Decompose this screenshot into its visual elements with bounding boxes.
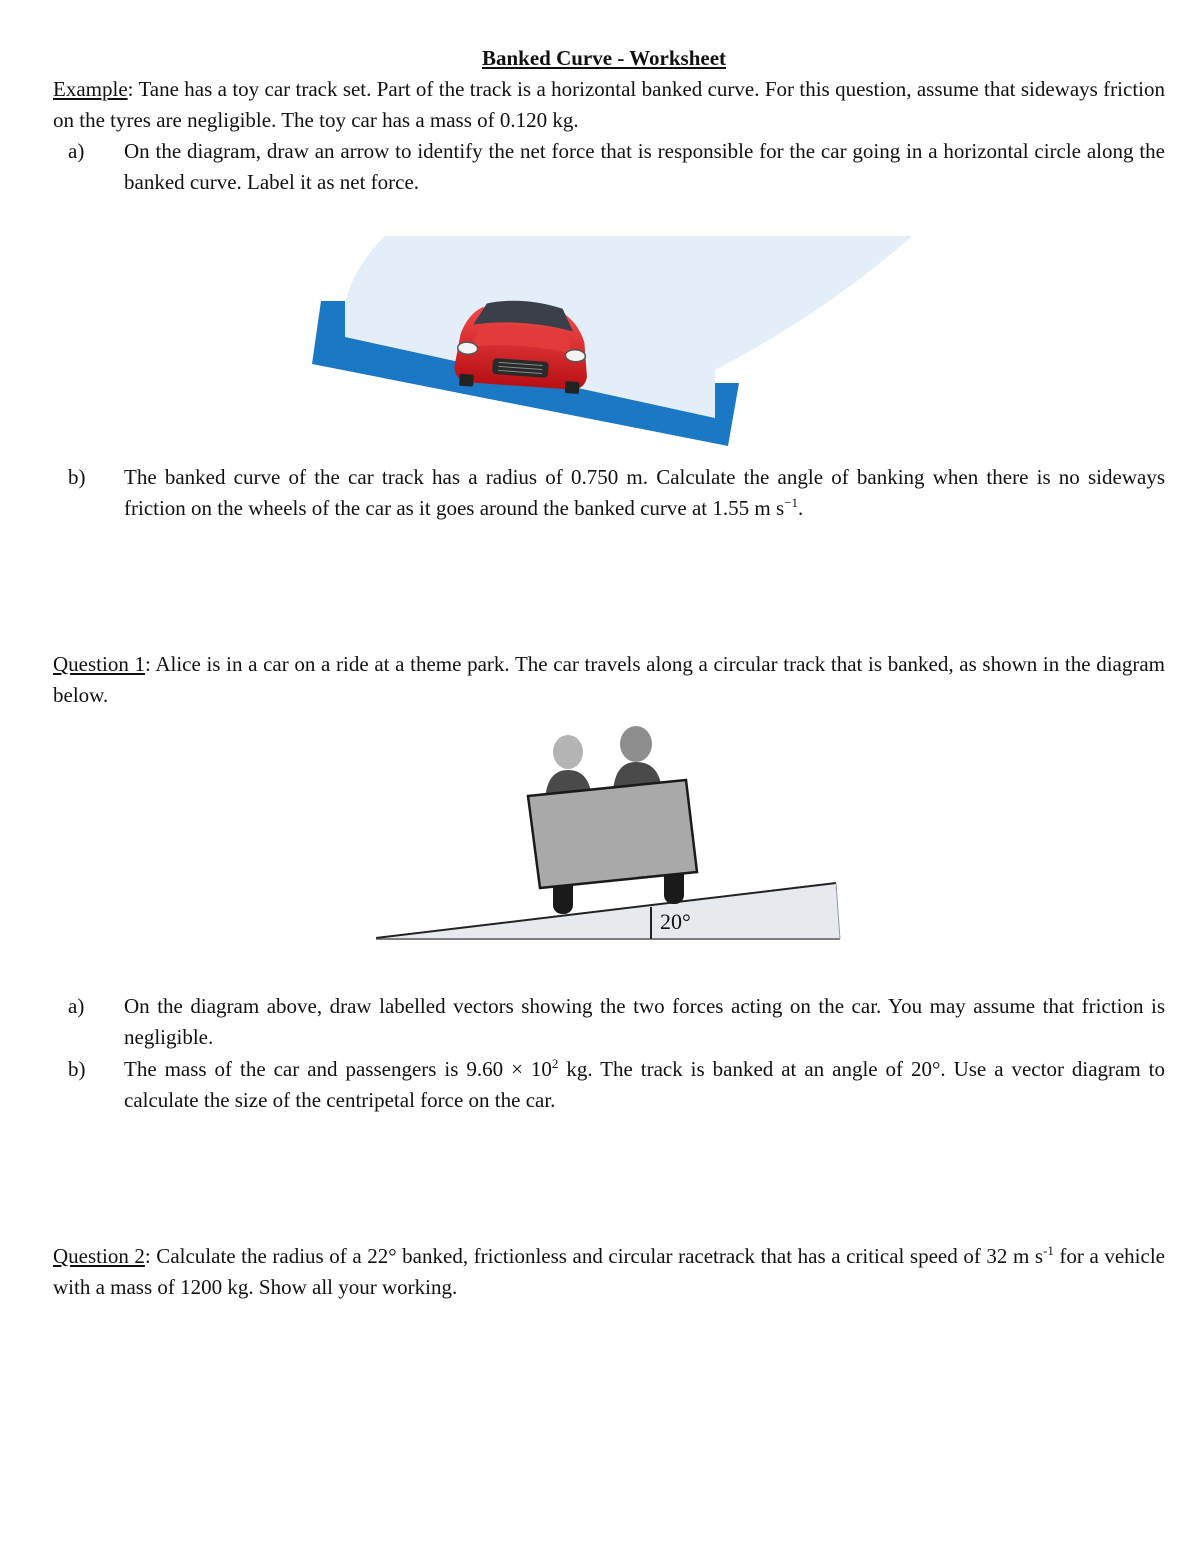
example-text: : Tane has a toy car track set. Part of the track is a horizontal banked curve. For this question, assume that sideways friction on the tyres are negligible. The toy car has a mass of 0.120 kg. bbox=[53, 77, 1165, 132]
worksheet-title: Banked Curve - Worksheet bbox=[481, 46, 727, 70]
part-text: The banked curve of the car track has a radius of 0.750 m. Calculate the angle of banking when there is no sideways friction on the wheels of the car as it goes around the banked curve at 1.55 m $s^{-1}$. bbox=[124, 465, 1165, 520]
question1-label: Question 1 bbox=[53, 652, 145, 676]
question2-intro: Question 2: Calculate the radius of a 22° banked, frictionless and circular racetrack that has a critical speed of 32 m $s^{-1}$ for a vehicle with a mass of 1200 kg. Show all your working. bbox=[53, 1243, 1165, 1299]
part-marker: a) bbox=[68, 994, 85, 1018]
part-text: On the diagram, draw an arrow to identify the net force that is responsible for the car going in a horizontal circle along the banked curve. Label it as net force. bbox=[124, 139, 1165, 194]
part-marker: b) bbox=[68, 465, 86, 489]
part-marker: a) bbox=[68, 139, 85, 163]
part-text: On the diagram above, draw labelled vectors showing the two forces acting on the car. You may assume that friction is negligible. bbox=[124, 994, 1165, 1049]
part-text: The mass of the car and passengers is $9.60 \times 10^2$ kg. The track is banked at an angle of 20°. Use a vector diagram to calculate the size of the centripetal force on the car. bbox=[124, 1056, 1165, 1112]
question2-label: Question 2 bbox=[53, 1244, 145, 1268]
ride-car-body bbox=[528, 780, 697, 888]
part-marker: b) bbox=[68, 1057, 86, 1081]
bank-angle-label: 20° bbox=[660, 909, 691, 934]
question1-text: : Alice is in a car on a ride at a theme park. The car travels along a circular track that is banked, as shown in the diagram below. bbox=[53, 652, 1166, 707]
example-label: Example bbox=[53, 77, 128, 101]
